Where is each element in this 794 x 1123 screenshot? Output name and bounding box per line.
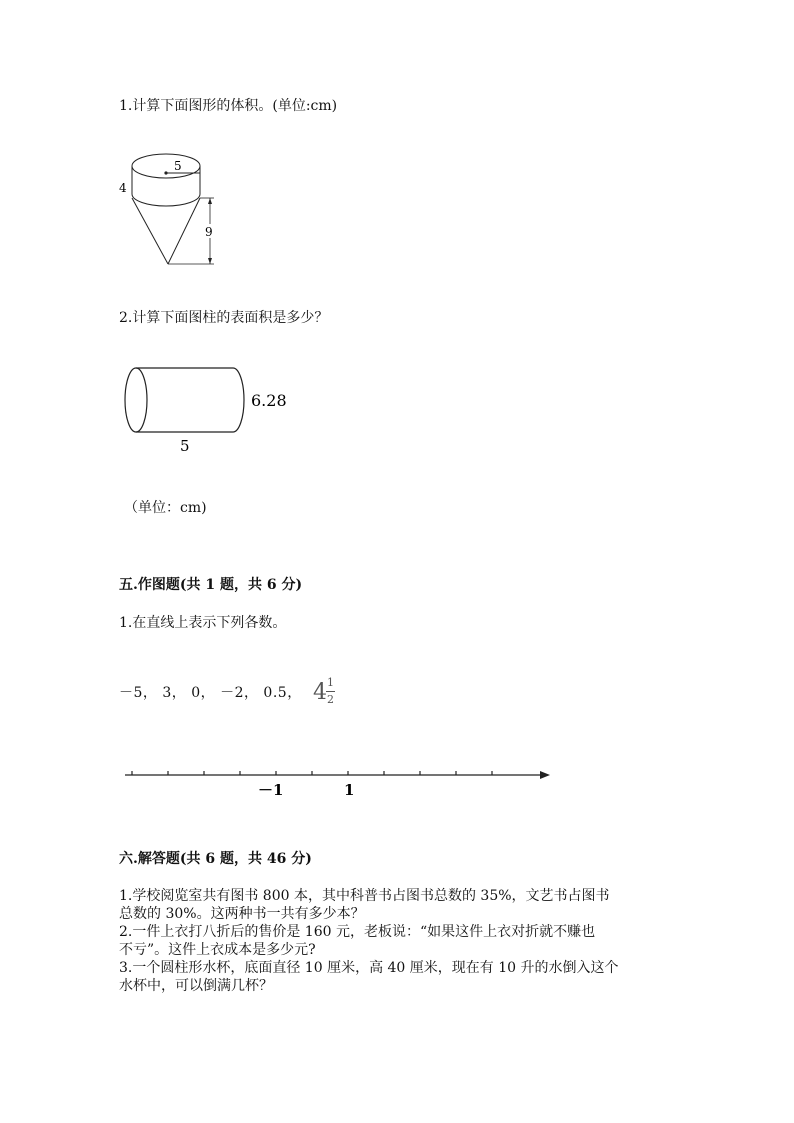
question-5-1: 1.在直线上表示下列各数。 bbox=[119, 615, 287, 631]
mixed-number bbox=[313, 676, 343, 716]
tick-label-1: 1 bbox=[344, 781, 355, 799]
mixed-whole: 4 bbox=[313, 680, 327, 705]
fraction-bar bbox=[326, 691, 335, 692]
dim-arrow-down bbox=[208, 258, 212, 264]
answer-line: 1.学校阅览室共有图书 800 本，其中科普书占图书总数的 35%，文艺书占图书 bbox=[119, 888, 610, 904]
tick-label-neg1: －1 bbox=[258, 781, 284, 799]
mixed-numerator: 1 bbox=[327, 676, 334, 689]
cylinder-cone-figure bbox=[110, 148, 230, 270]
section-5-heading: 五.作图题(共 1 题，共 6 分) bbox=[119, 577, 303, 593]
length-label: 5 bbox=[180, 437, 190, 455]
question-4-2: 2.计算下面图柱的表面积是多少？ bbox=[119, 310, 329, 326]
section-6-questions bbox=[119, 887, 619, 995]
cone-right bbox=[168, 198, 200, 264]
unit-note: （单位：cm) bbox=[124, 500, 207, 516]
answer-line: 总数的 30%。这两种书一共有多少本？ bbox=[119, 906, 365, 922]
answer-line: 2.一件上衣打八折后的售价是 160 元，老板说：“如果这件上衣对折就不赚也 bbox=[119, 924, 596, 940]
cone-left bbox=[132, 198, 168, 264]
answer-line: 不亏”。这件上衣成本是多少元? bbox=[119, 942, 316, 958]
cylinder-bottom-arc bbox=[132, 194, 200, 206]
section-6-heading: 六.解答题(共 6 题，共 46 分) bbox=[119, 851, 312, 867]
cylinder-right-arc bbox=[233, 368, 244, 432]
radius-label: 5 bbox=[174, 159, 182, 173]
number-line-arrow bbox=[540, 771, 550, 779]
question-4-1: 1.计算下面图形的体积。(单位:cm) bbox=[119, 98, 338, 114]
answer-line: 水杯中，可以倒满几杯？ bbox=[119, 978, 273, 994]
number-list: －5， 3， 0， －2， 0.5， bbox=[119, 685, 302, 701]
circumference-label: 6.28 bbox=[251, 391, 287, 410]
cylinder-left-end bbox=[125, 368, 147, 432]
cylinder-figure bbox=[120, 360, 300, 460]
height-label: 4 bbox=[119, 181, 127, 195]
mixed-denominator: 2 bbox=[327, 693, 334, 706]
dim-arrow-up bbox=[208, 198, 212, 204]
cone-height-label: 9 bbox=[205, 225, 213, 239]
number-line bbox=[120, 760, 560, 805]
answer-line: 3.一个圆柱形水杯，底面直径 10 厘米，高 40 厘米，现在有 10 升的水倒入这个 bbox=[119, 960, 619, 976]
